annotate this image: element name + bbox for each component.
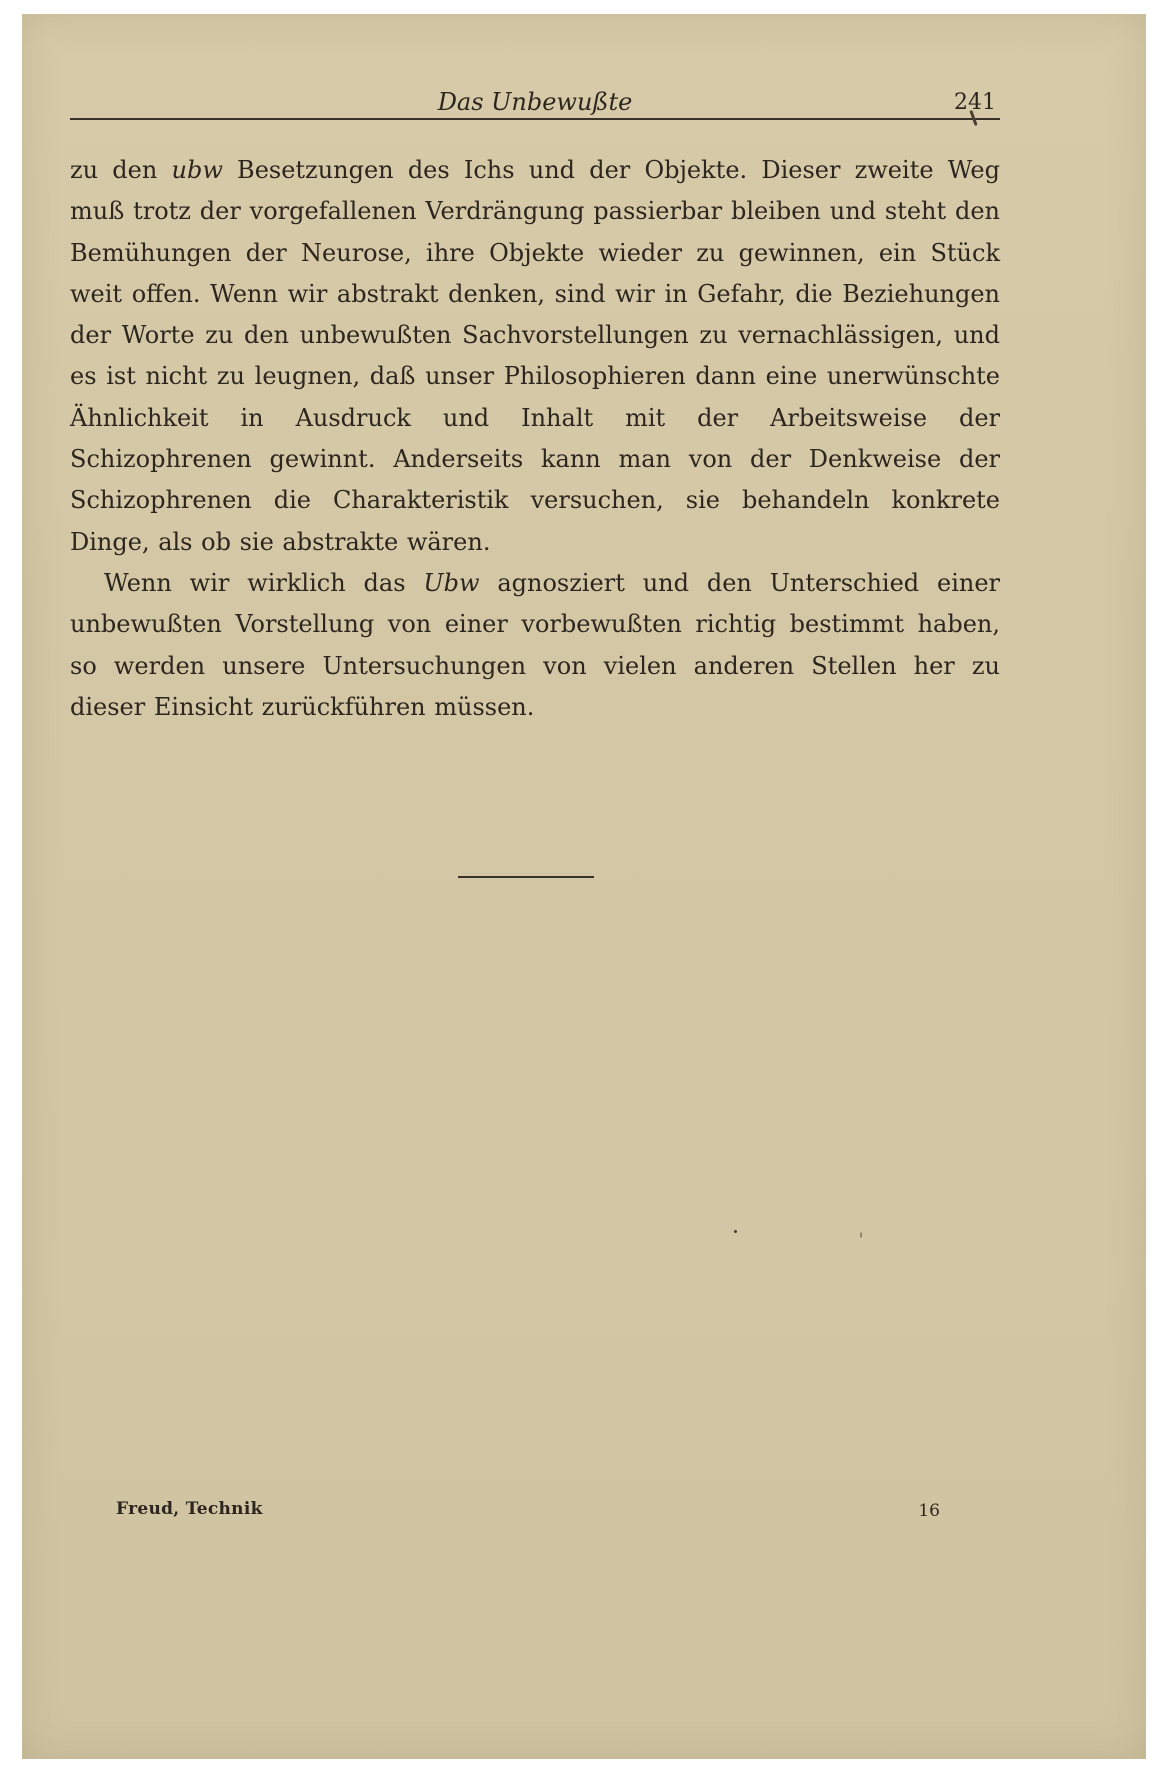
sheet-number: 16: [918, 1501, 940, 1521]
scanned-page: [22, 14, 1146, 1759]
paper-speck: [734, 1230, 737, 1233]
paragraph-2-italic-term: Ubw: [423, 568, 480, 597]
paragraph-1: [70, 150, 1000, 563]
signature-mark: Freud, Technik: [116, 1499, 263, 1519]
page-number: 241: [954, 90, 996, 115]
paragraph-1-text-b: Besetzungen des Ichs und der Objekte. Dieser zweite Weg muß trotz der vorgefallenen Verdrängung passierbar bleiben und steht den Bemühungen der Neurose, ihre Objekte wieder zu gewinnen, ein Stück weit offen. Wenn wir abstrakt denken, sind wir in Gefahr, die Beziehungen der Worte zu den unbewußten Sachvorstellungen zu vernachlässigen, und es ist nicht zu leugnen, daß unser Philosophieren dann eine unerwünschte Ähnlichkeit in Ausdruck und Inhalt mit der Arbeitsweise der Schizophrenen gewinnt. Anderseits kann man von der Denkweise der Schizophrenen die Charakteristik versuchen, sie behandeln konkrete Dinge, als ob sie abstrakte wären.: [70, 156, 1000, 556]
body-text: [70, 150, 1000, 728]
paragraph-1-italic-term: ubw: [171, 156, 223, 184]
section-end-rule: [458, 876, 594, 878]
running-title: Das Unbewußte: [437, 88, 633, 116]
running-header: [70, 84, 1000, 120]
paper-speck: [860, 1232, 862, 1238]
paragraph-2: [70, 563, 1000, 728]
paragraph-2-text-b: agnosziert und den Unterschied einer unbewußten Vorstellung von einer vorbewußten richtig bestimmt haben, so werden unsere Untersuchungen von vielen anderen Stellen her zu dieser Einsicht zurückführen müssen.: [70, 568, 1001, 721]
page-content: [70, 14, 1000, 1759]
paragraph-1-text-a: zu den: [70, 156, 172, 184]
paragraph-2-text-a: Wenn wir wirklich das: [104, 568, 424, 597]
